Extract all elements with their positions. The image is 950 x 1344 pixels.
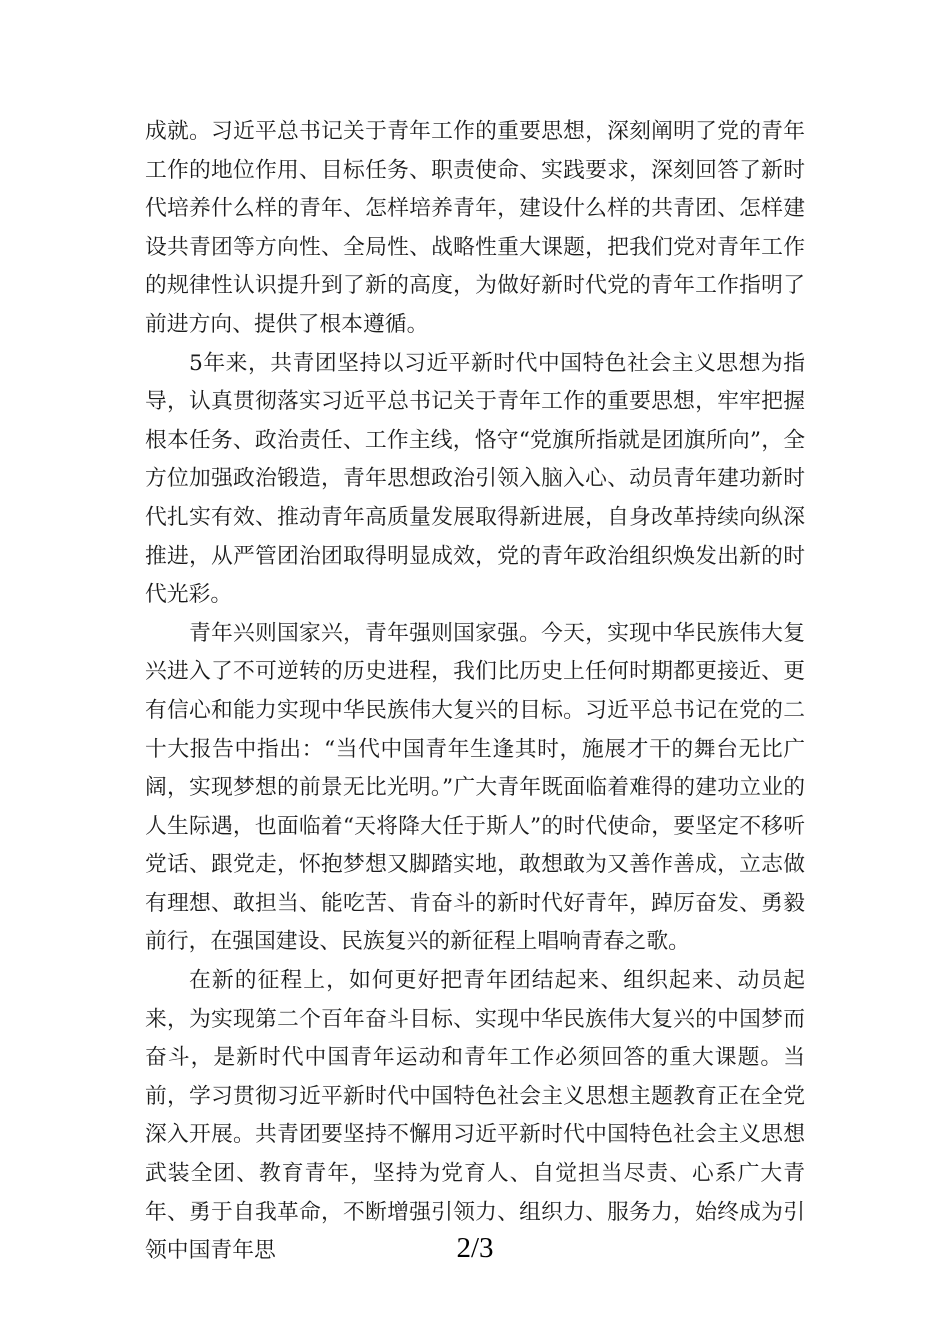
paragraph-3: 青年兴则国家兴，青年强则国家强。今天，实现中华民族伟大复兴进入了不可逆转的历史进程，我们比历史上任何时期都更接近、更有信心和能力实现中华民族伟大复兴的目标。习近平总书记在党的二十大报告中指出：“当代中国青年生逢其时，施展才干的舞台无比广阔，实现梦想的前景无比光明。”广大青年既面临着难得的建功立业的人生际遇，也面临着“天将降大任于斯人”的时代使命，要坚定不移听党话、跟党走，怀抱梦想又脚踏实地，敢想敢为又善作善成，立志做有理想、敢担当、能吃苦、肯奋斗的新时代好青年，踔厉奋发、勇毅前行，在强国建设、民族复兴的新征程上唱响青春之歌。 (145, 620, 805, 955)
document-body (145, 113, 805, 1271)
paragraph-1: 成就。习近平总书记关于青年工作的重要思想，深刻阐明了党的青年工作的地位作用、目标任务、职责使命、实践要求，深刻回答了新时代培养什么样的青年、怎样培养青年，建设什么样的共青团、怎样建设共青团等方向性、全局性、战略性重大课题，把我们党对青年工作的规律性认识提升到了新的高度，为做好新时代党的青年工作指明了前进方向、提供了根本遵循。 (145, 119, 805, 337)
paragraph-2: 5年来，共青团坚持以习近平新时代中国特色社会主义思想为指导，认真贯彻落实习近平总书记关于青年工作的重要思想，牢牢把握根本任务、政治责任、工作主线，恪守“党旗所指就是团旗所向”，全方位加强政治锻造，青年思想政治引领入脑入心、动员青年建功新时代扎实有效、推动青年高质量发展取得新进展，自身改革持续向纵深推进，从严管团治团取得明显成效，党的青年政治组织焕发出新的时代光彩。 (145, 350, 805, 608)
page-number: 2/3 (456, 1232, 494, 1264)
paragraph-4: 在新的征程上，如何更好把青年团结起来、组织起来、动员起来，为实现第二个百年奋斗目标、实现中华民族伟大复兴的中国梦而奋斗，是新时代中国青年运动和青年工作必须回答的重大课题。当前，学习贯彻习近平新时代中国特色社会主义思想主题教育正在全党深入开展。共青团要坚持不懈用习近平新时代中国特色社会主义思想武装全团、教育青年，坚持为党育人、自觉担当尽责、心系广大青年、勇于自我革命，不断增强引领力、组织力、服务力，始终成为引领中国青年思 (145, 968, 805, 1264)
